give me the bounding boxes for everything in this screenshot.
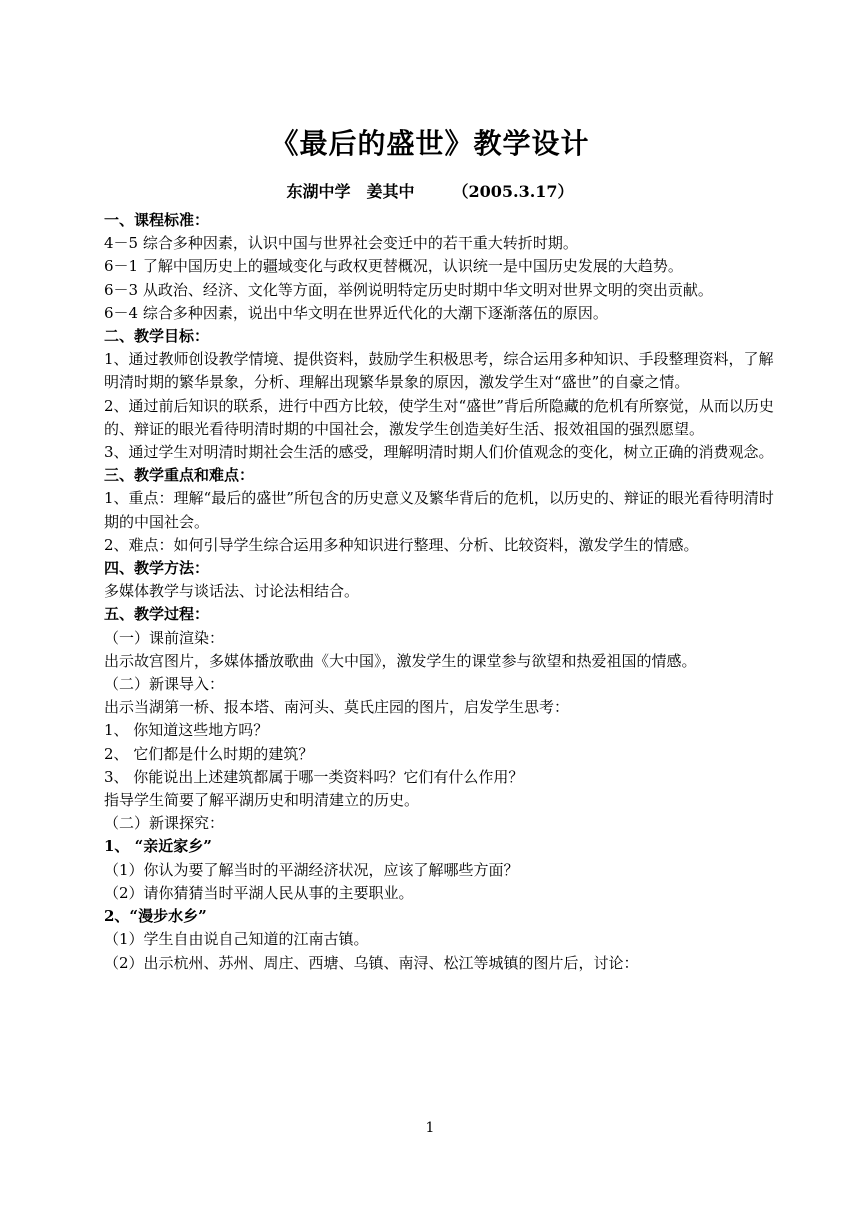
body-paragraph: （2）出示杭州、苏州、周庄、西塘、乌镇、南浔、松江等城镇的图片后，讨论： [104,953,639,972]
byline [0,179,860,202]
body-paragraph: 1、通过教师创设教学情境、提供资料，鼓励学生积极思考，综合运用多种知识、手段整理资料，了解明清时期的繁华景象，分析、理解出现繁华景象的原因，激发学生对“盛世”的自豪之情。 [104,350,774,392]
body-paragraph: （1）学生自由说自己知道的江南古镇。 [104,930,369,949]
document-title: 《最后的盛世》教学设计 [270,127,590,160]
body-paragraph: （二）新课探究： [104,814,225,833]
body-paragraph: 3、 你能说出上述建筑都属于哪一类资料吗？它们有什么作用？ [104,767,524,786]
section-heading: 1、 “亲近家乡” [104,837,212,856]
body-paragraph: （2）请你猜猜当时平湖人民从事的主要职业。 [104,883,414,902]
body-paragraph: 指导学生简要了解平湖历史和明清建立的历史。 [104,791,420,810]
body-paragraph: 3、通过学生对明清时期社会生活的感受，理解明清时期人们价值观念的变化，树立正确的消费观念。 [104,443,774,462]
body-paragraph: （一）课前渲染： [104,628,225,647]
body-paragraph: 多媒体教学与谈话法、讨论法相结合。 [104,582,360,601]
body-paragraph: 1、重点：理解“最后的盛世”所包含的历史意义及繁华背后的危机，以历史的、辩证的眼光看待明清时期的中国社会。 [104,489,774,531]
section-heading: 二、教学目标： [104,327,210,346]
page-number: 1 [425,1120,435,1136]
section-heading: 四、教学方法： [104,559,210,578]
body-paragraph: 4－5 综合多种因素，认识中国与世界社会变迁中的若干重大转折时期。 [104,234,578,253]
body-paragraph: 出示故宫图片，多媒体播放歌曲《大中国》，激发学生的课堂参与欲望和热爱祖国的情感。 [104,651,697,670]
section-heading: 五、教学过程： [104,605,210,624]
body-paragraph: 6－4 综合多种因素，说出中华文明在世界近代化的大潮下逐渐落伍的原因。 [104,303,608,322]
body-paragraph: 出示当湖第一桥、报本塔、南河头、莫氏庄园的图片，启发学生思考： [104,698,570,717]
body-paragraph: 2、通过前后知识的联系，进行中西方比较，使学生对“盛世”背后所隐藏的危机有所察觉，从而以历史的、辩证的眼光看待明清时期的中国社会，激发学生创造美好生活、报效祖国的强烈愿望。 [104,396,774,438]
body-paragraph: （二）新课导入： [104,675,225,694]
section-heading: 三、教学重点和难点： [104,466,255,485]
document-body [104,209,776,975]
body-paragraph: 1、 你知道这些地方吗？ [104,721,269,740]
author-name: 姜其中 [366,182,415,201]
body-paragraph: （1）你认为要了解当时的平湖经济状况，应该了解哪些方面？ [104,860,519,879]
document-date: （2005.3.17） [452,182,574,201]
body-paragraph: 6－3 从政治、经济、文化等方面，举例说明特定历史时期中华文明对世界文明的突出贡献。 [104,280,713,299]
section-heading: 2、“漫步水乡” [104,907,207,926]
body-paragraph: 6－1 了解中国历史上的疆域变化与政权更替概况，认识统一是中国历史发展的大趋势。 [104,257,683,276]
section-heading: 一、课程标准： [104,211,210,229]
body-paragraph: 2、 它们都是什么时期的建筑？ [104,744,314,763]
school-name: 东湖中学 [286,182,351,201]
body-paragraph: 2、难点：如何引导学生综合运用多种知识进行整理、分析、比较资料，激发学生的情感。 [104,535,699,554]
